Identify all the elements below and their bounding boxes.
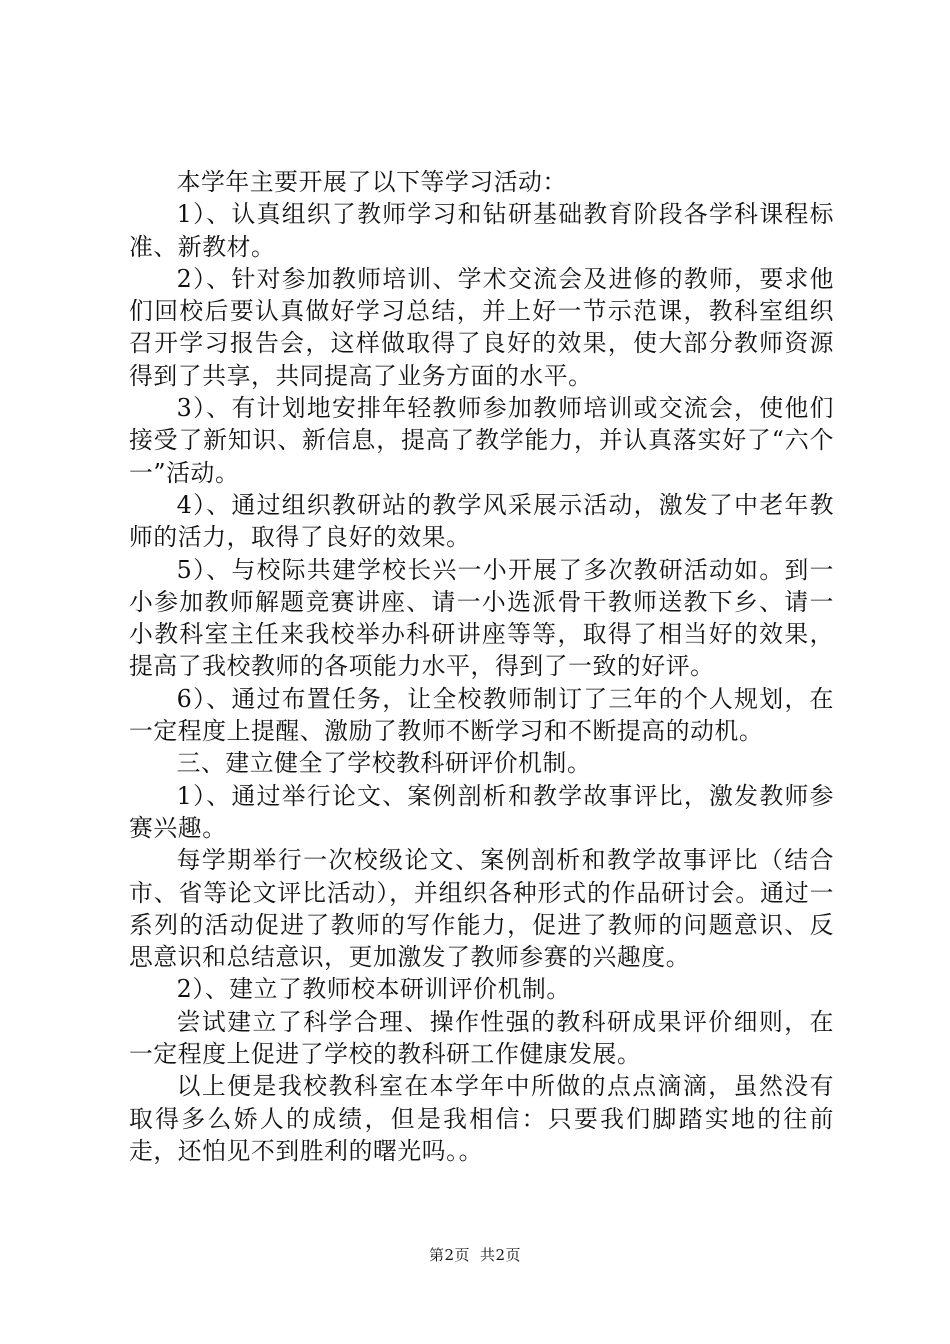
paragraph-sub-2-detail: 尝试建立了科学合理、操作性强的教科研成果评价细则，在一定程度上促进了学校的教科研工作健康发展。 (129, 1007, 834, 1069)
paragraph-item-1: 1）、认真组织了教师学习和钻研基础教育阶段各学科课程标准、新教材。 (129, 200, 834, 261)
paragraph-sub-1: 1）、通过举行论文、案例剖析和教学故事评比，激发教师参赛兴趣。 (129, 781, 834, 842)
paragraph-sub-1-detail: 每学期举行一次校级论文、案例剖析和教学故事评比（结合市、省等论文评比活动），并组织各种形式的作品研讨会。通过一系列的活动促进了教师的写作能力，促进了教师的问题意识、反思意识和总结意识，更加激发了教师参赛的兴趣度。 (129, 846, 834, 972)
paragraph-item-4: 4）、通过组织教研站的教学风采展示活动，激发了中老年教师的活力，取得了良好的效果。 (129, 490, 834, 552)
paragraph-intro: 本学年主要开展了以下等学习活动： (176, 168, 567, 196)
paragraph-item-3: 3）、有计划地安排年轻教师参加教师培训或交流会，使他们接受了新知识、新信息，提高了教学能力，并认真落实好了“六个一”活动。 (129, 394, 834, 487)
page-number-total: 共2页 (480, 1246, 522, 1264)
page-footer (0, 1244, 950, 1265)
paragraph-item-5: 5）、与校际共建学校长兴一小开展了多次教研活动如。到一小参加教师解题竞赛讲座、请一小选派骨干教师送教下乡、请一小教科室主任来我校举办科研讲座等等，取得了相当好的效果，提高了我校教师的各项能力水平，得到了一致的好评。 (129, 555, 834, 681)
document-body (129, 166, 834, 1167)
paragraph-sub-2: 2）、建立了教师校本研训评价机制。 (176, 975, 571, 1004)
paragraph-conclusion: 以上便是我校教科室在本学年中所做的点点滴滴，虽然没有取得多么娇人的成绩，但是我相信：只要我们脚踏实地的往前走，还怕见不到胜利的曙光吗。。 (129, 1072, 834, 1165)
paragraph-item-2: 2）、针对参加教师培训、学术交流会及进修的教师，要求他们回校后要认真做好学习总结，并上好一节示范课，教科室组织召开学习报告会，这样做取得了良好的效果，使大部分教师资源得到了共享，共同提高了业务方面的水平。 (129, 264, 834, 390)
page-number-current: 第2页 (428, 1246, 470, 1264)
section-heading-3: 三、建立健全了学校教科研评价机制。 (176, 749, 592, 778)
paragraph-item-6: 6）、通过布置任务，让全校教师制订了三年的个人规划，在一定程度上提醒、激励了教师不断学习和不断提高的动机。 (129, 684, 834, 746)
